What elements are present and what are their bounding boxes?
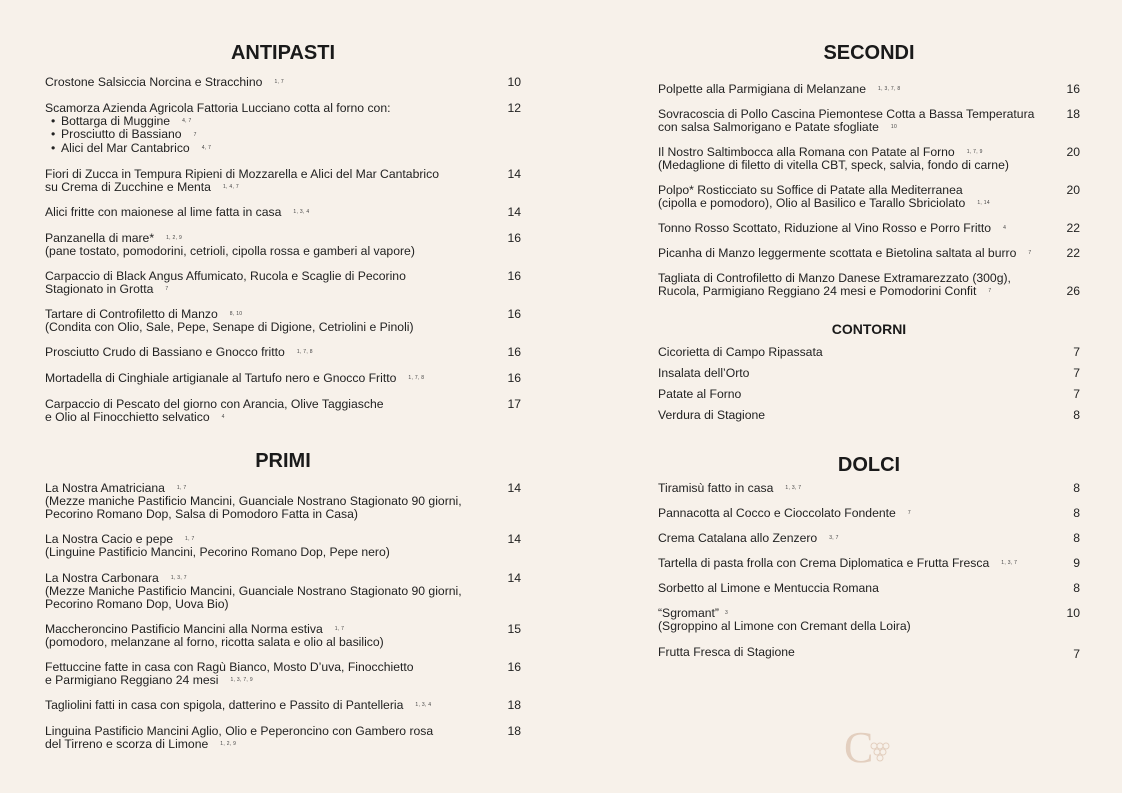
item-price: 20 bbox=[1066, 145, 1080, 159]
sub-item: • Alici del Mar Cantabrico 4, 7 bbox=[51, 140, 212, 155]
item-name: Tagliolini fatti in casa con spigola, datterino e Passito di Pantelleria bbox=[45, 698, 404, 712]
item-price: 22 bbox=[1066, 246, 1080, 260]
item-name: Fettuccine fatte in casa con Ragù Bianco, Mosto D’uva, Finocchietto bbox=[45, 660, 414, 674]
item-name: Panzanella di mare* bbox=[45, 231, 155, 245]
menu-item: La Nostra Amatriciana 1, 7 (Mezze maniche Pastificio Mancini, Guanciale Nostrano Stagionato 90 giorni, Pecorino Romano Dop, Salsa di Pomodoro Fatta in Casa) 14 bbox=[45, 481, 521, 522]
item-price: 14 bbox=[507, 481, 521, 495]
item-price: 22 bbox=[1066, 221, 1080, 235]
item-price: 14 bbox=[507, 167, 521, 181]
item-name: “Sgromant” bbox=[658, 606, 719, 620]
item-name: Il Nostro Saltimbocca alla Romana con Patate al Forno bbox=[658, 145, 955, 159]
allergen-codes: 1, 7 bbox=[274, 79, 284, 86]
menu-item: Fiori di Zucca in Tempura Ripieni di Mozzarella e Alici del Mar Cantabrico su Crema di Zucchine e Menta 1, 4, 7 14 bbox=[45, 167, 521, 194]
item-price: 16 bbox=[507, 345, 521, 359]
item-price: 26 bbox=[1066, 284, 1080, 298]
item-description: (Condita con Olio, Sale, Pepe, Senape di Digione, Cetriolini e Pinoli) bbox=[45, 320, 414, 335]
section-title-antipasti: ANTIPASTI bbox=[230, 42, 336, 64]
item-price: 16 bbox=[507, 660, 521, 674]
menu-item: La Nostra Cacio e pepe 1, 7 (Linguine Pastificio Mancini, Pecorino Romano Dop, Pepe nero) 14 bbox=[45, 532, 521, 560]
item-price: 16 bbox=[507, 231, 521, 245]
item-name: Pannacotta al Cocco e Cioccolato Fondente bbox=[658, 506, 896, 520]
menu-item: Alici fritte con maionese al lime fatta in casa 1, 3, 4 14 bbox=[45, 205, 521, 219]
section-title-contorni: CONTORNI bbox=[831, 321, 907, 337]
item-name: Tartare di Controfiletto di Manzo bbox=[45, 307, 218, 321]
menu-item: Mortadella di Cinghiale artigianale al Tartufo nero e Gnocco Fritto 1, 7, 8 16 bbox=[45, 371, 521, 385]
item-name: Cicorietta di Campo Ripassata bbox=[658, 345, 823, 359]
item-price: 12 bbox=[507, 101, 521, 115]
item-price: 10 bbox=[1066, 606, 1080, 620]
item-name: Insalata dell’Orto bbox=[658, 366, 750, 380]
menu-item bbox=[658, 388, 1080, 401]
item-price: 16 bbox=[507, 307, 521, 321]
menu-item bbox=[658, 409, 1080, 422]
menu-item: Polpo* Rosticciato su Soffice di Patate alla Mediterranea (cipolla e pomodoro), Olio al Basilico e Tarallo Sbriciolato 1, 14 20 bbox=[658, 183, 1080, 210]
menu-item: Carpaccio di Pescato del giorno con Arancia, Olive Taggiasche e Olio al Finocchietto selvatico 4 17 bbox=[45, 397, 521, 424]
item-name: La Nostra Carbonara bbox=[45, 571, 159, 585]
menu-item: Tartella di pasta frolla con Crema Diplomatica e Frutta Fresca 1, 3, 7 9 bbox=[658, 556, 1080, 570]
bullet-icon: • bbox=[51, 127, 56, 142]
item-price: 15 bbox=[507, 622, 521, 636]
item-name: La Nostra Cacio e pepe bbox=[45, 532, 174, 546]
item-price: 14 bbox=[507, 571, 521, 585]
menu-item: Prosciutto Crudo di Bassiano e Gnocco fritto 1, 7, 8 16 bbox=[45, 345, 521, 359]
item-price: 8 bbox=[1073, 581, 1080, 595]
item-price: 18 bbox=[507, 724, 521, 738]
item-price: 17 bbox=[507, 397, 521, 411]
item-price: 7 bbox=[1073, 345, 1080, 359]
item-price: 14 bbox=[507, 532, 521, 546]
item-name: Mortadella di Cinghiale artigianale al Tartufo nero e Gnocco Fritto bbox=[45, 371, 397, 385]
item-name: Maccheroncino Pastificio Mancini alla Norma estiva bbox=[45, 622, 323, 636]
item-price: 8 bbox=[1073, 481, 1080, 495]
restaurant-logo bbox=[844, 722, 894, 772]
sub-item: • Bottarga di Muggine 4, 7 bbox=[51, 114, 192, 128]
menu-item: La Nostra Carbonara 1, 3, 7 (Mezze Maniche Pastificio Mancini, Guanciale Nostrano Stagionato 90 giorni, Pecorino Romano Dop, Uova Bio) 14 bbox=[45, 571, 521, 612]
menu-item: Tonno Rosso Scottato, Riduzione al Vino Rosso e Porro Fritto 4 22 bbox=[658, 221, 1080, 235]
menu-item: Maccheroncino Pastificio Mancini alla Norma estiva 1, 7 (pomodoro, melanzane al forno, ricotta salata e olio al basilico) 15 bbox=[45, 622, 521, 650]
item-price: 16 bbox=[507, 371, 521, 385]
menu-item: Picanha di Manzo leggermente scottata e Bietolina saltata al burro 7 22 bbox=[658, 246, 1080, 260]
menu-item bbox=[45, 102, 521, 155]
menu-item: Fettuccine fatte in casa con Ragù Bianco, Mosto D’uva, Finocchietto e Parmigiano Reggiano 24 mesi 1, 3, 7, 9 16 bbox=[45, 660, 521, 687]
item-name: Patate al Forno bbox=[658, 387, 742, 401]
item-name: Crema Catalana allo Zenzero bbox=[658, 531, 818, 545]
grapes-icon bbox=[844, 722, 894, 772]
item-name: Tagliata di Controfiletto di Manzo Danese Extramarezzato (300g), bbox=[658, 271, 1011, 285]
item-name: Linguina Pastificio Mancini Aglio, Olio e Peperoncino con Gambero rosa bbox=[45, 724, 434, 738]
bullet-icon: • bbox=[51, 114, 56, 128]
item-price: 9 bbox=[1073, 556, 1080, 570]
menu-item bbox=[658, 646, 1080, 659]
menu-item: Tagliolini fatti in casa con spigola, datterino e Passito di Pantelleria 1, 3, 4 18 bbox=[45, 698, 521, 712]
menu-item: Crema Catalana allo Zenzero 3, 7 8 bbox=[658, 531, 1080, 545]
item-description: (pane tostato, pomodorini, cetrioli, cipolla rossa e gamberi al vapore) bbox=[45, 244, 415, 259]
item-price: 16 bbox=[507, 269, 521, 283]
menu-item: Polpette alla Parmigiana di Melanzane 1, 3, 7, 8 16 bbox=[658, 82, 1080, 96]
bullet-icon: • bbox=[51, 140, 56, 155]
item-name: Verdura di Stagione bbox=[658, 408, 766, 422]
menu-item: Sovracoscia di Pollo Cascina Piemontese Cotta a Bassa Temperatura con salsa Salmorigano e Patate sfogliate 10 18 bbox=[658, 107, 1080, 134]
item-name: Carpaccio di Black Angus Affumicato, Rucola e Scaglie di Pecorino bbox=[45, 269, 406, 283]
menu-item: Panzanella di mare* 1, 2, 9 (pane tostato, pomodorini, cetrioli, cipolla rossa e gamberi al vapore) 16 bbox=[45, 231, 521, 259]
item-price: 10 bbox=[507, 75, 521, 89]
item-name: Picanha di Manzo leggermente scottata e Bietolina saltata al burro bbox=[658, 246, 1017, 260]
item-name: Tiramisù fatto in casa bbox=[658, 481, 774, 495]
item-name: Sovracoscia di Pollo Cascina Piemontese Cotta a Bassa Temperatura bbox=[658, 107, 1035, 121]
item-price: 14 bbox=[507, 205, 521, 219]
item-name: Alici fritte con maionese al lime fatta in casa bbox=[45, 205, 282, 219]
menu-item: Linguina Pastificio Mancini Aglio, Olio e Peperoncino con Gambero rosa del Tirreno e scorza di Limone 1, 2, 9 18 bbox=[45, 724, 521, 751]
menu-item: Pannacotta al Cocco e Cioccolato Fondente 7 8 bbox=[658, 506, 1080, 520]
item-name: Carpaccio di Pescato del giorno con Arancia, Olive Taggiasche bbox=[45, 397, 384, 411]
item-price: 16 bbox=[1066, 82, 1080, 96]
menu-item bbox=[658, 367, 1080, 380]
menu-item: “Sgromant” 3 (Sgroppino al Limone con Cremant della Loira) 10 bbox=[658, 606, 1080, 634]
section-title-primi: PRIMI bbox=[255, 450, 311, 472]
item-name: Crostone Salsiccia Norcina e Stracchino bbox=[45, 75, 263, 89]
menu-item: Tiramisù fatto in casa 1, 3, 7 8 bbox=[658, 481, 1080, 495]
menu-item bbox=[658, 346, 1080, 359]
menu-item: Carpaccio di Black Angus Affumicato, Rucola e Scaglie di Pecorino Stagionato in Grotta 7 16 bbox=[45, 269, 521, 296]
item-name: Sorbetto al Limone e Mentuccia Romana bbox=[658, 581, 879, 595]
item-name: Tonno Rosso Scottato, Riduzione al Vino Rosso e Porro Fritto bbox=[658, 221, 992, 235]
item-price: 7 bbox=[1073, 366, 1080, 380]
menu-item bbox=[658, 582, 1080, 595]
section-title-dolci: DOLCI bbox=[837, 454, 901, 476]
svg-text:C: C bbox=[844, 723, 874, 772]
item-name: Scamorza Azienda Agricola Fattoria Lucciano cotta al forno con: bbox=[45, 101, 391, 115]
menu-item bbox=[45, 76, 521, 89]
item-name: La Nostra Amatriciana bbox=[45, 481, 165, 495]
item-price: 20 bbox=[1066, 183, 1080, 197]
item-name: Polpette alla Parmigiana di Melanzane bbox=[658, 82, 866, 96]
item-name: Prosciutto Crudo di Bassiano e Gnocco fritto bbox=[45, 345, 285, 359]
item-price: 7 bbox=[1073, 647, 1080, 661]
item-price: 18 bbox=[1066, 107, 1080, 121]
item-name: Polpo* Rosticciato su Soffice di Patate alla Mediterranea bbox=[658, 183, 963, 197]
menu-item: Il Nostro Saltimbocca alla Romana con Patate al Forno 1, 7, 9 (Medaglione di filetto di vitella CBT, speck, salvia, fondo di carne) 20 bbox=[658, 145, 1080, 173]
sub-item: • Prosciutto di Bassiano 7 bbox=[51, 127, 197, 142]
menu-item: Tagliata di Controfiletto di Manzo Danese Extramarezzato (300g), Rucola, Parmigiano Reggiano 24 mesi e Pomodorini Confit 7 26 bbox=[658, 271, 1080, 298]
menu-item: Tartare di Controfiletto di Manzo 8, 10 (Condita con Olio, Sale, Pepe, Senape di Digione, Cetriolini e Pinoli) 16 bbox=[45, 307, 521, 335]
item-price: 18 bbox=[507, 698, 521, 712]
item-name: Frutta Fresca di Stagione bbox=[658, 645, 795, 659]
item-price: 8 bbox=[1073, 506, 1080, 520]
item-price: 7 bbox=[1073, 387, 1080, 401]
item-name: Fiori di Zucca in Tempura Ripieni di Mozzarella e Alici del Mar Cantabrico bbox=[45, 167, 439, 181]
item-price: 8 bbox=[1073, 531, 1080, 545]
item-name: Tartella di pasta frolla con Crema Diplomatica e Frutta Fresca bbox=[658, 556, 990, 570]
section-title-secondi: SECONDI bbox=[823, 42, 915, 64]
item-price: 8 bbox=[1073, 408, 1080, 422]
